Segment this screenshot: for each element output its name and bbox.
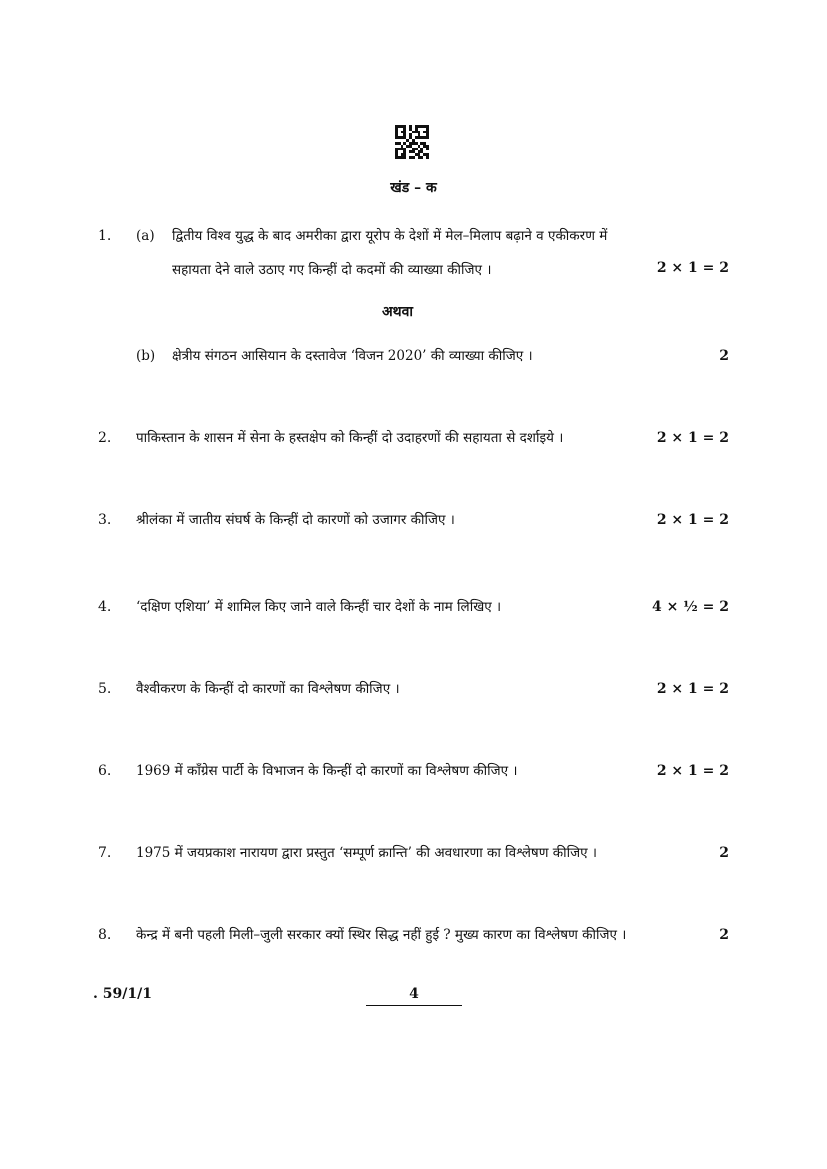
paper-code: . 59/1/1 bbox=[93, 986, 152, 1002]
question-1b-marks: 2 bbox=[719, 348, 729, 364]
question-8-text: केन्द्र में बनी पहली मिली–जुली सरकार क्यों स्थिर सिद्ध नहीं हुई ? मुख्य कारण का विश्लेषण कीजिए । bbox=[136, 927, 627, 943]
question-1a-line1: द्वितीय विश्व युद्ध के बाद अमरीका द्वारा यूरोप के देशों में मेल–मिलाप बढ़ाने व एकीकरण में bbox=[172, 228, 608, 244]
question-4-text: ‘दक्षिण एशिया’ में शामिल किए जाने वाले किन्हीं चार देशों के नाम लिखिए । bbox=[136, 599, 502, 615]
question-8-number: 8. bbox=[98, 927, 112, 943]
question-5-text: वैश्वीकरण के किन्हीं दो कारणों का विश्लेषण कीजिए । bbox=[136, 681, 400, 697]
or-label: अथवा bbox=[381, 304, 414, 320]
question-1b-label: (b) bbox=[136, 348, 156, 364]
question-1a-line2: सहायता देने वाले उठाए गए किन्हीं दो कदमों की व्याख्या कीजिए । bbox=[172, 262, 492, 278]
question-1b-text: क्षेत्रीय संगठन आसियान के दस्तावेज ‘विजन 2020’ की व्याख्या कीजिए । bbox=[172, 348, 533, 364]
section-title: खंड – क bbox=[390, 180, 437, 196]
question-4-marks: 4 × ½ = 2 bbox=[651, 599, 729, 615]
question-5-marks: 2 × 1 = 2 bbox=[656, 681, 729, 697]
question-3-number: 3. bbox=[98, 512, 112, 528]
question-6-text: 1969 में काँग्रेस पार्टी के विभाजन के किन्हीं दो कारणों का विश्लेषण कीजिए । bbox=[136, 763, 518, 779]
question-5-number: 5. bbox=[98, 681, 112, 697]
question-4-number: 4. bbox=[98, 599, 112, 615]
question-8-marks: 2 bbox=[719, 927, 729, 943]
question-3-text: श्रीलंका में जातीय संघर्ष के किन्हीं दो कारणों को उजागर कीजिए । bbox=[136, 512, 455, 528]
question-7-number: 7. bbox=[98, 845, 112, 861]
question-1a-label: (a) bbox=[136, 228, 155, 244]
question-2-text: पाकिस्तान के शासन में सेना के हस्तक्षेप को किन्हीं दो उदाहरणों की सहायता से दर्शाइये । bbox=[136, 430, 564, 446]
page-number: 4 bbox=[366, 986, 462, 1006]
question-7-marks: 2 bbox=[719, 845, 729, 861]
question-6-number: 6. bbox=[98, 763, 112, 779]
question-6-marks: 2 × 1 = 2 bbox=[656, 763, 729, 779]
question-2-number: 2. bbox=[98, 430, 112, 446]
question-1a-marks: 2 × 1 = 2 bbox=[656, 260, 729, 276]
question-2-marks: 2 × 1 = 2 bbox=[656, 430, 729, 446]
qr-code-icon bbox=[395, 125, 429, 159]
question-1-number: 1. bbox=[98, 228, 112, 244]
question-3-marks: 2 × 1 = 2 bbox=[656, 512, 729, 528]
question-7-text: 1975 में जयप्रकाश नारायण द्वारा प्रस्तुत ‘सम्पूर्ण क्रान्ति’ की अवधारणा का विश्लेषण कीजिए । bbox=[136, 845, 598, 861]
